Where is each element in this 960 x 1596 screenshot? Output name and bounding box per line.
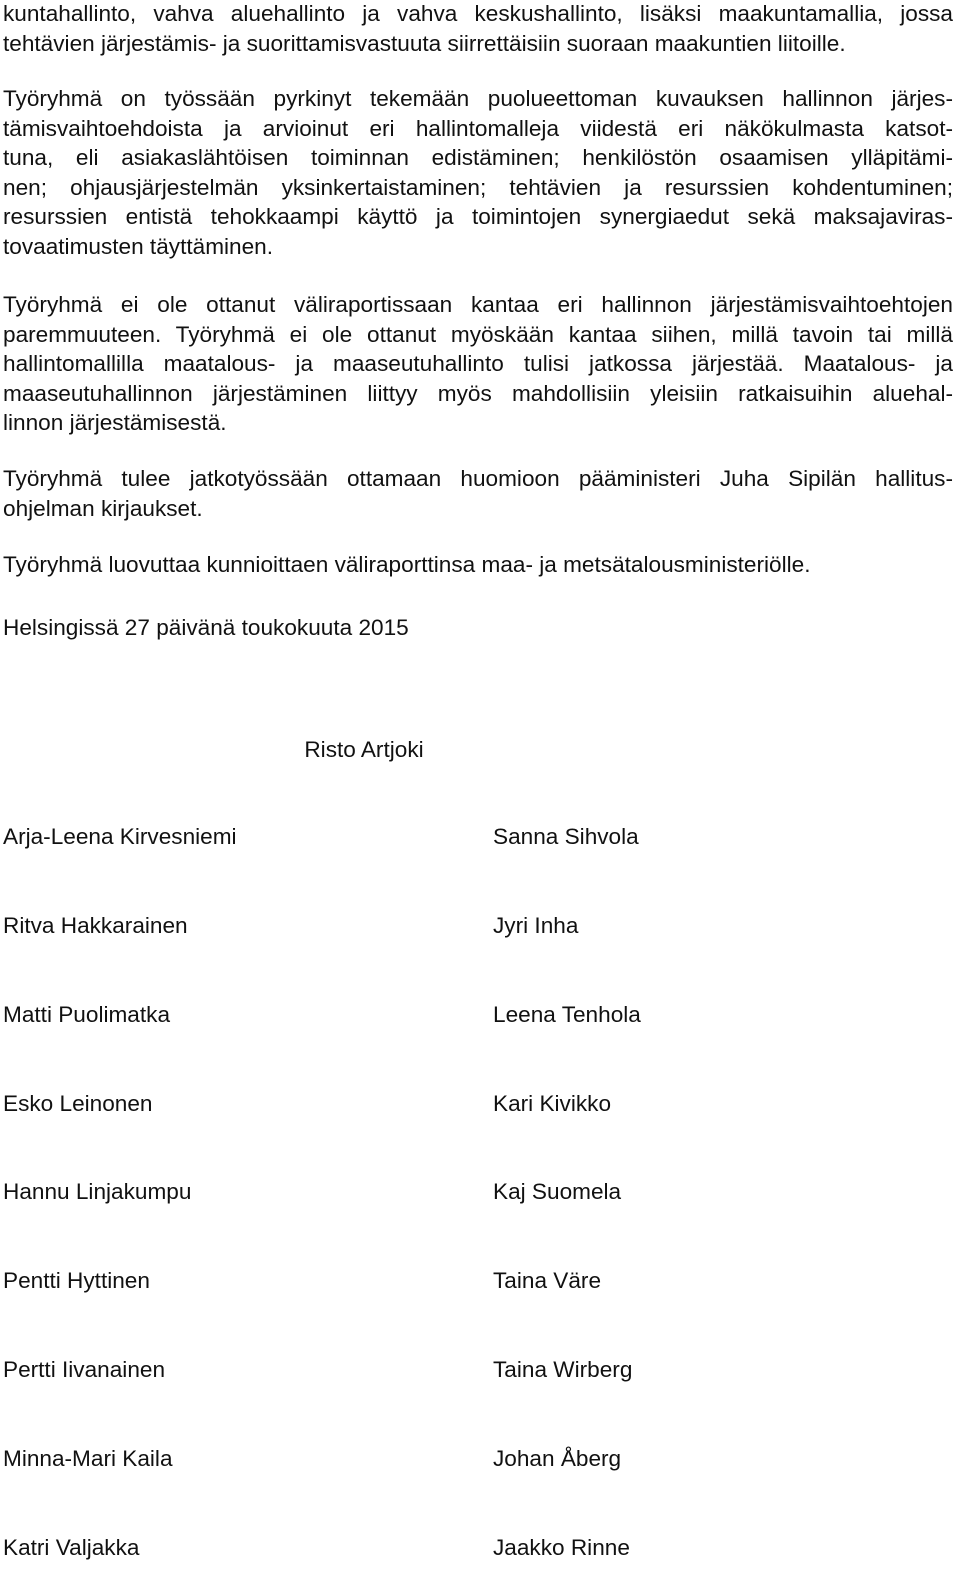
signatory-row	[0, 1535, 960, 1565]
signatory-name: Matti Puolimatka	[3, 1002, 171, 1027]
signatory-row	[0, 913, 960, 943]
signatory-row	[0, 1268, 960, 1298]
signatory-name: Kaj Suomela	[493, 1179, 622, 1204]
signatory-row	[0, 1357, 960, 1387]
paragraph-line: tämisvaihtoehdoista ja arvioinut eri hallintomalleja viidestä eri näkökulmasta katsot-	[3, 115, 953, 141]
paragraph-line: Työryhmä tulee jatkotyössään ottamaan huomioon pääministeri Juha Sipilän hallitus-	[3, 466, 953, 491]
signatory-row	[0, 1091, 960, 1121]
place-and-date: Helsingissä 27 päivänä toukokuuta 2015	[3, 615, 409, 640]
paragraph-line: tehtävien järjestämis- ja suorittamisvastuuta siirrettäisiin suoraan maakuntien liitoille.	[3, 30, 846, 56]
signatory-name: Pertti Iivanainen	[3, 1357, 166, 1382]
signatory-row	[0, 1446, 960, 1476]
paragraph-line: resurssien entistä tehokkaampi käyttö ja toimintojen synergiaedut sekä maksajaviras-	[3, 204, 953, 229]
paragraph-line: paremmuuteen. Työryhmä ei ole ottanut myöskään kantaa siihen, millä tavoin tai millä	[3, 321, 953, 347]
paragraph-line: tuna, eli asiakaslähtöisen toiminnan edistäminen; henkilöstön osaamisen ylläpitämi-	[3, 145, 953, 170]
signatory-name: Katri Valjakka	[3, 1535, 140, 1560]
signatory-name: Ritva Hakkarainen	[3, 913, 188, 938]
paragraph-line: linnon järjestämisestä.	[3, 410, 227, 435]
signatory-name: Taina Väre	[493, 1268, 602, 1293]
signatory-row	[0, 1002, 960, 1032]
paragraph-line: hallintomallilla maatalous- ja maaseutuhallinto tulisi jatkossa järjestää. Maatalous- ja	[3, 351, 953, 376]
paragraph-3	[3, 290, 953, 438]
signatory-name: Jyri Inha	[493, 913, 579, 938]
paragraph-1	[3, 0, 953, 58]
signatory-name: Sanna Sihvola	[493, 824, 639, 849]
signatory-name: Esko Leinonen	[3, 1091, 153, 1116]
signatory-name: Jaakko Rinne	[493, 1535, 630, 1560]
signatory-name: Pentti Hyttinen	[3, 1268, 150, 1293]
paragraph-line: Työryhmä luovuttaa kunnioittaen väliraporttinsa maa- ja metsätalousministeriölle.	[3, 552, 811, 577]
paragraph-line: Työryhmä ei ole ottanut väliraportissaan kantaa eri hallinnon järjestämisvaihtoehtojen	[3, 292, 953, 317]
paragraph-4	[3, 464, 953, 523]
paragraph-line: tovaatimusten täyttäminen.	[3, 233, 274, 259]
signatory-name: Arja-Leena Kirvesniemi	[3, 824, 237, 849]
signatory-name: Leena Tenhola	[493, 1002, 641, 1027]
paragraph-line: Työryhmä on työssään pyrkinyt tekemään puolueettoman kuvauksen hallinnon järjes-	[3, 86, 953, 111]
signatory-row	[0, 1179, 960, 1209]
signatory-name: Hannu Linjakumpu	[3, 1179, 192, 1204]
paragraph-line: nen; ohjausjärjestelmän yksinkertaistaminen; tehtävien ja resurssien kohdentuminen;	[3, 174, 953, 200]
paragraph-line: ohjelman kirjaukset.	[3, 495, 203, 521]
paragraph-line: kuntahallinto, vahva aluehallinto ja vahva keskushallinto, lisäksi maakuntamallia, jossa	[3, 1, 953, 26]
signatory-name: Taina Wirberg	[493, 1357, 633, 1382]
signatory-name: Minna-Mari Kaila	[3, 1446, 173, 1471]
signatory-name: Kari Kivikko	[493, 1091, 612, 1116]
signatory-name: Johan Åberg	[493, 1446, 622, 1471]
paragraph-2	[3, 84, 953, 261]
chair-name: Risto Artjoki	[304, 737, 424, 762]
signatory-row	[0, 824, 960, 854]
paragraph-line: maaseutuhallinnon järjestäminen liittyy myös mahdollisiin yleisiin ratkaisuihin aluehal-	[3, 380, 953, 406]
paragraph-5	[3, 550, 953, 580]
